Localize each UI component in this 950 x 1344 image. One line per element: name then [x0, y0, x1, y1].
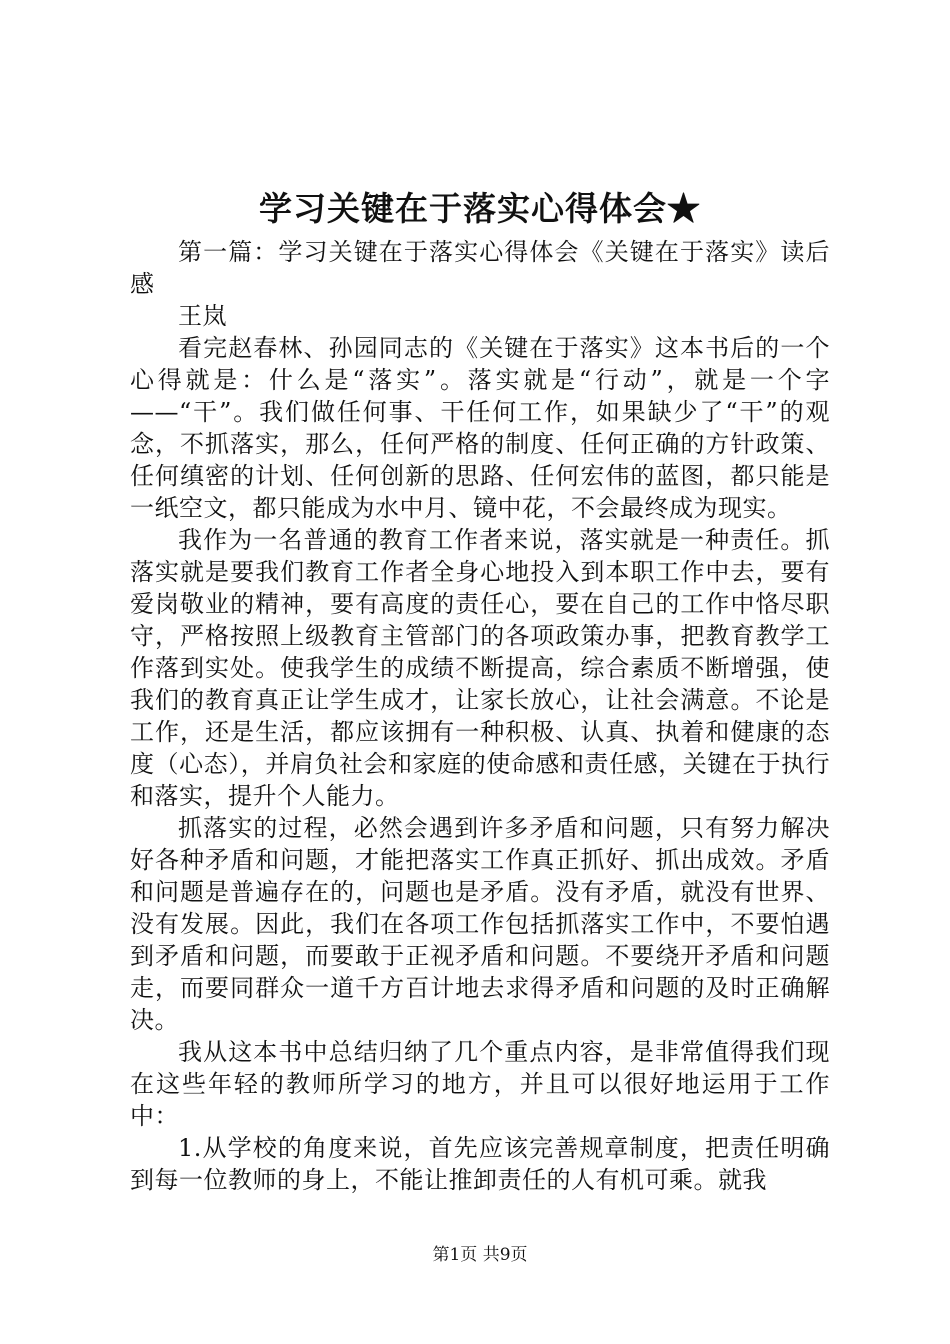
page-footer: 第1页 共9页	[432, 1245, 528, 1265]
author-name: 王岚	[178, 302, 227, 330]
list-item: 1.从学校的角度来说，首先应该完善规章制度，把责任明确到每一位教师的身上，不能让推卸责任的人有机可乘。就我	[130, 1134, 830, 1194]
body-paragraph: 抓落实的过程，必然会遇到许多矛盾和问题，只有努力解决好各种矛盾和问题，才能把落实工作真正抓好、抓出成效。矛盾和问题是普遍存在的，问题也是矛盾。没有矛盾，就没有世界、没有发展。因此，我们在各项工作包括抓落实工作中，不要怕遇到矛盾和问题，而要敢于正视矛盾和问题。不要绕开矛盾和问题走，而要同群众一道千方百计地去求得矛盾和问题的及时正确解决。	[130, 814, 830, 1034]
document-title: 学习关键在于落实心得体会★	[259, 189, 701, 228]
body-paragraph: 看完赵春林、孙园同志的《关键在于落实》这本书后的一个心得就是：什么是“落实”。落实就是“行动”，就是一个字——“干”。我们做任何事、干任何工作，如果缺少了“干”的观念，不抓落实，那么，任何严格的制度、任何正确的方针政策、任何缜密的计划、任何创新的思路、任何宏伟的蓝图，都只能是一纸空文，都只能成为水中月、镜中花，不会最终成为现实。	[130, 334, 830, 522]
document-body	[130, 236, 830, 1196]
document-page	[130, 0, 830, 1344]
section-heading: 第一篇：学习关键在于落实心得体会《关键在于落实》读后感	[130, 238, 830, 298]
body-paragraph: 我作为一名普通的教育工作者来说，落实就是一种责任。抓落实就是要我们教育工作者全身心地投入到本职工作中去，要有爱岗敬业的精神，要有高度的责任心，要在自己的工作中恪尽职守，严格按照上级教育主管部门的各项政策办事，把教育教学工作落到实处。使我学生的成绩不断提高，综合素质不断增强，使我们的教育真正让学生成才，让家长放心，让社会满意。不论是工作，还是生活，都应该拥有一种积极、认真、执着和健康的态度（心态），并肩负社会和家庭的使命感和责任感，关键在于执行和落实，提升个人能力。	[130, 526, 830, 810]
body-paragraph: 我从这本书中总结归纳了几个重点内容，是非常值得我们现在这些年轻的教师所学习的地方，并且可以很好地运用于工作中：	[130, 1038, 830, 1130]
